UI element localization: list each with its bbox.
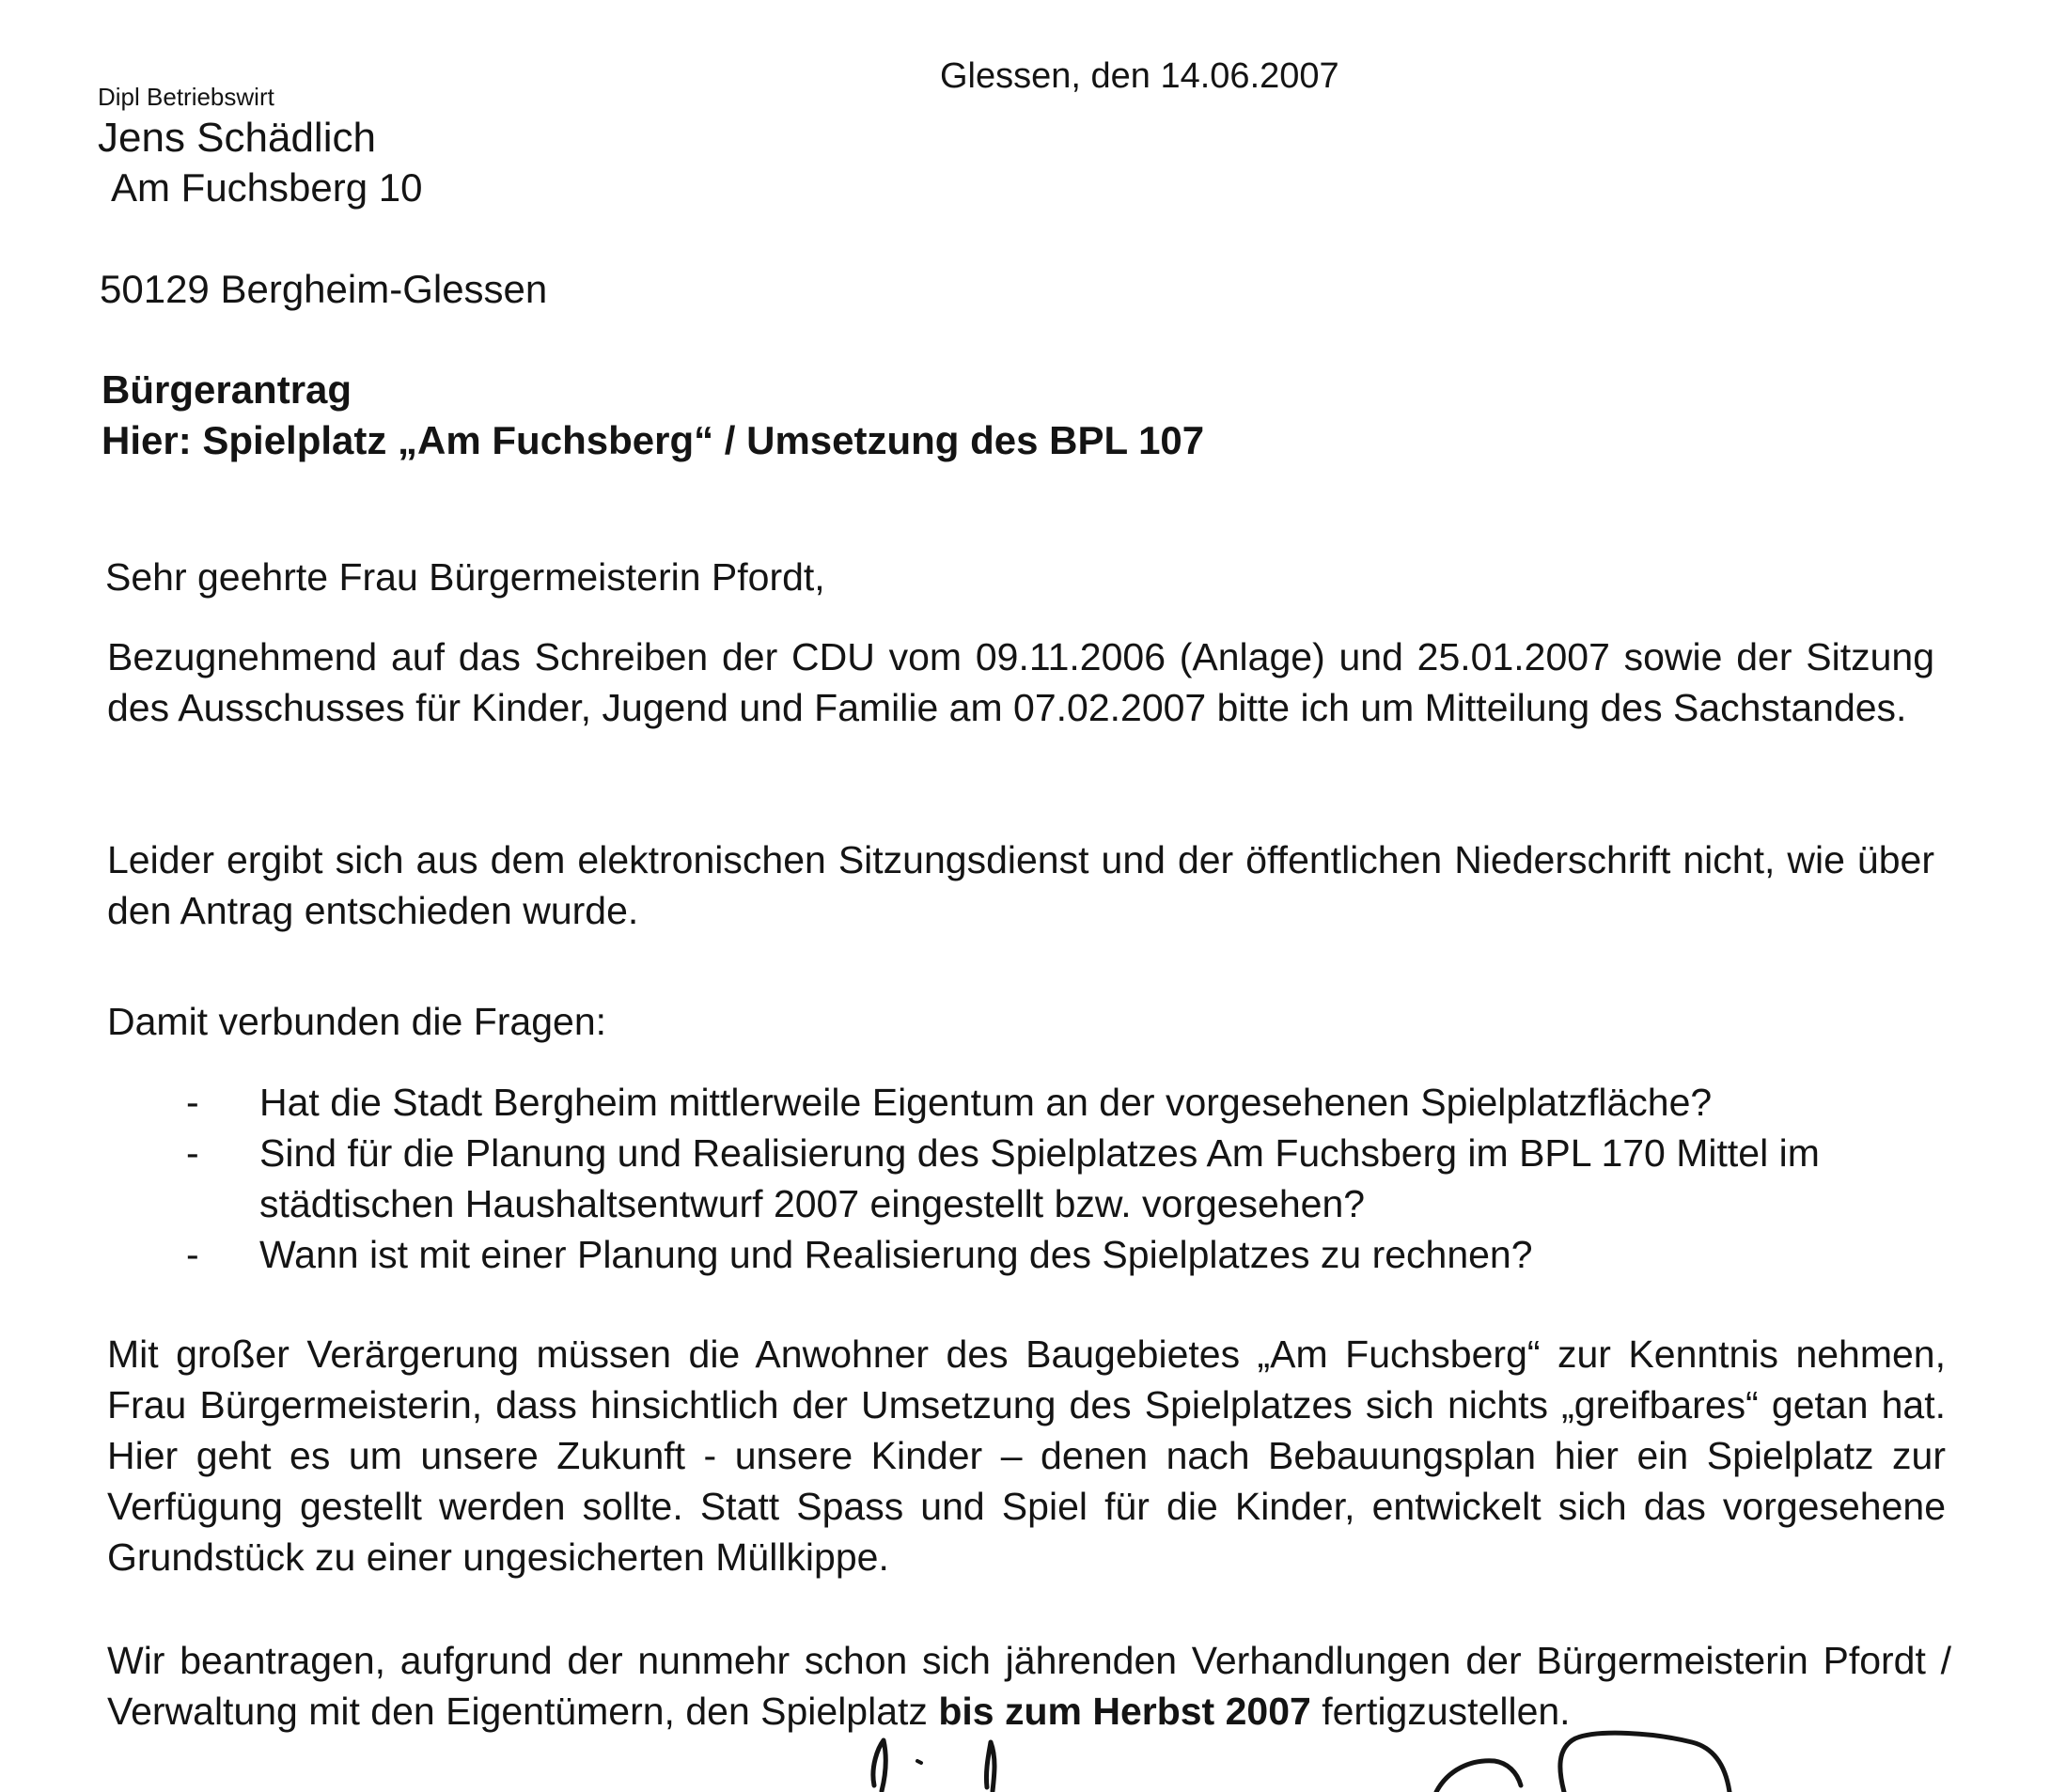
bullet-marker: - (186, 1081, 199, 1124)
bullet-marker: - (186, 1131, 199, 1175)
request-text-end: fertigzustellen. (1310, 1690, 1571, 1733)
sender-title: Dipl Betriebswirt (98, 83, 274, 111)
request-deadline: bis zum Herbst 2007 (938, 1690, 1311, 1733)
questions-intro: Damit verbunden die Fragen: (107, 1000, 607, 1043)
handwritten-signature (846, 1729, 1786, 1792)
date-line: Glessen, den 14.06.2007 (940, 56, 1339, 96)
paragraph-reference: Bezugnehmend auf das Schreiben der CDU vom 09.11.2006 (Anlage) und 25.01.2007 sowie der Sitzung des Ausschusses für Kinder, Jugend und Familie am 07.02.2007 bitte ich um Mitteilung des Sachstandes. (107, 635, 1934, 729)
paragraph-decision: Leider ergibt sich aus dem elektronischen Sitzungsdienst und der öffentlichen Niederschrift nicht, wie über den Antrag entschieden wurde. (107, 838, 1934, 932)
signature-dot (917, 1761, 921, 1763)
request-text-start: Wir beantragen, aufgrund der nunmehr schon sich jährenden Verhandlungen der Bürgermeisterin Pfordt / Verwaltung mit den Eigentümern, den Spielplatz (107, 1639, 1951, 1733)
sender-city: 50129 Bergheim-Glessen (100, 267, 548, 311)
question-text: Hat die Stadt Bergheim mittlerweile Eigentum an der vorgesehenen Spielplatzfläche? (259, 1081, 1713, 1124)
paragraph-request (107, 1635, 1951, 1737)
list-item (179, 1077, 1946, 1128)
subject-block (102, 365, 1204, 466)
signature-stroke-right (1560, 1733, 1729, 1792)
sender-street: Am Fuchsberg 10 (111, 165, 423, 210)
question-text: Wann ist mit einer Planung und Realisierung des Spielplatzes zu rechnen? (259, 1233, 1533, 1276)
list-item (179, 1229, 1946, 1280)
bullet-marker: - (186, 1233, 199, 1276)
sender-block (98, 81, 423, 212)
questions-list (179, 1077, 1946, 1280)
signature-loop (1436, 1761, 1521, 1792)
subject-line-1: Bürgerantrag (102, 367, 352, 412)
sender-name: Jens Schädlich (98, 115, 376, 161)
signature-stroke-mid (986, 1742, 994, 1791)
question-text: Sind für die Planung und Realisierung des Spielplatzes Am Fuchsberg im BPL 170 Mittel im städtischen Haushaltsentwurf 2007 eingestellt bzw. vorgesehen? (259, 1131, 1820, 1225)
list-item (179, 1128, 1946, 1229)
subject-line-2: Hier: Spielplatz „Am Fuchsberg“ / Umsetzung des BPL 107 (102, 418, 1205, 462)
signature-stroke-left (873, 1740, 885, 1791)
paragraph-complaint: Mit großer Verärgerung müssen die Anwohner des Baugebietes „Am Fuchsberg“ zur Kenntnis nehmen, Frau Bürgermeisterin, dass hinsichtlich der Umsetzung des Spielplatzes sich nichts „greifbares“ getan hat. Hier geht es um unsere Zukunft - unsere Kinder – denen nach Bebauungsplan hier ein Spielplatz zur Verfügung gestellt werden sollte. Statt Spass und Spiel für die Kinder, entwickelt sich das vorgesehene Grundstück zu einer ungesicherten Müllkippe. (107, 1332, 1946, 1579)
salutation: Sehr geehrte Frau Bürgermeisterin Pfordt, (105, 555, 825, 599)
